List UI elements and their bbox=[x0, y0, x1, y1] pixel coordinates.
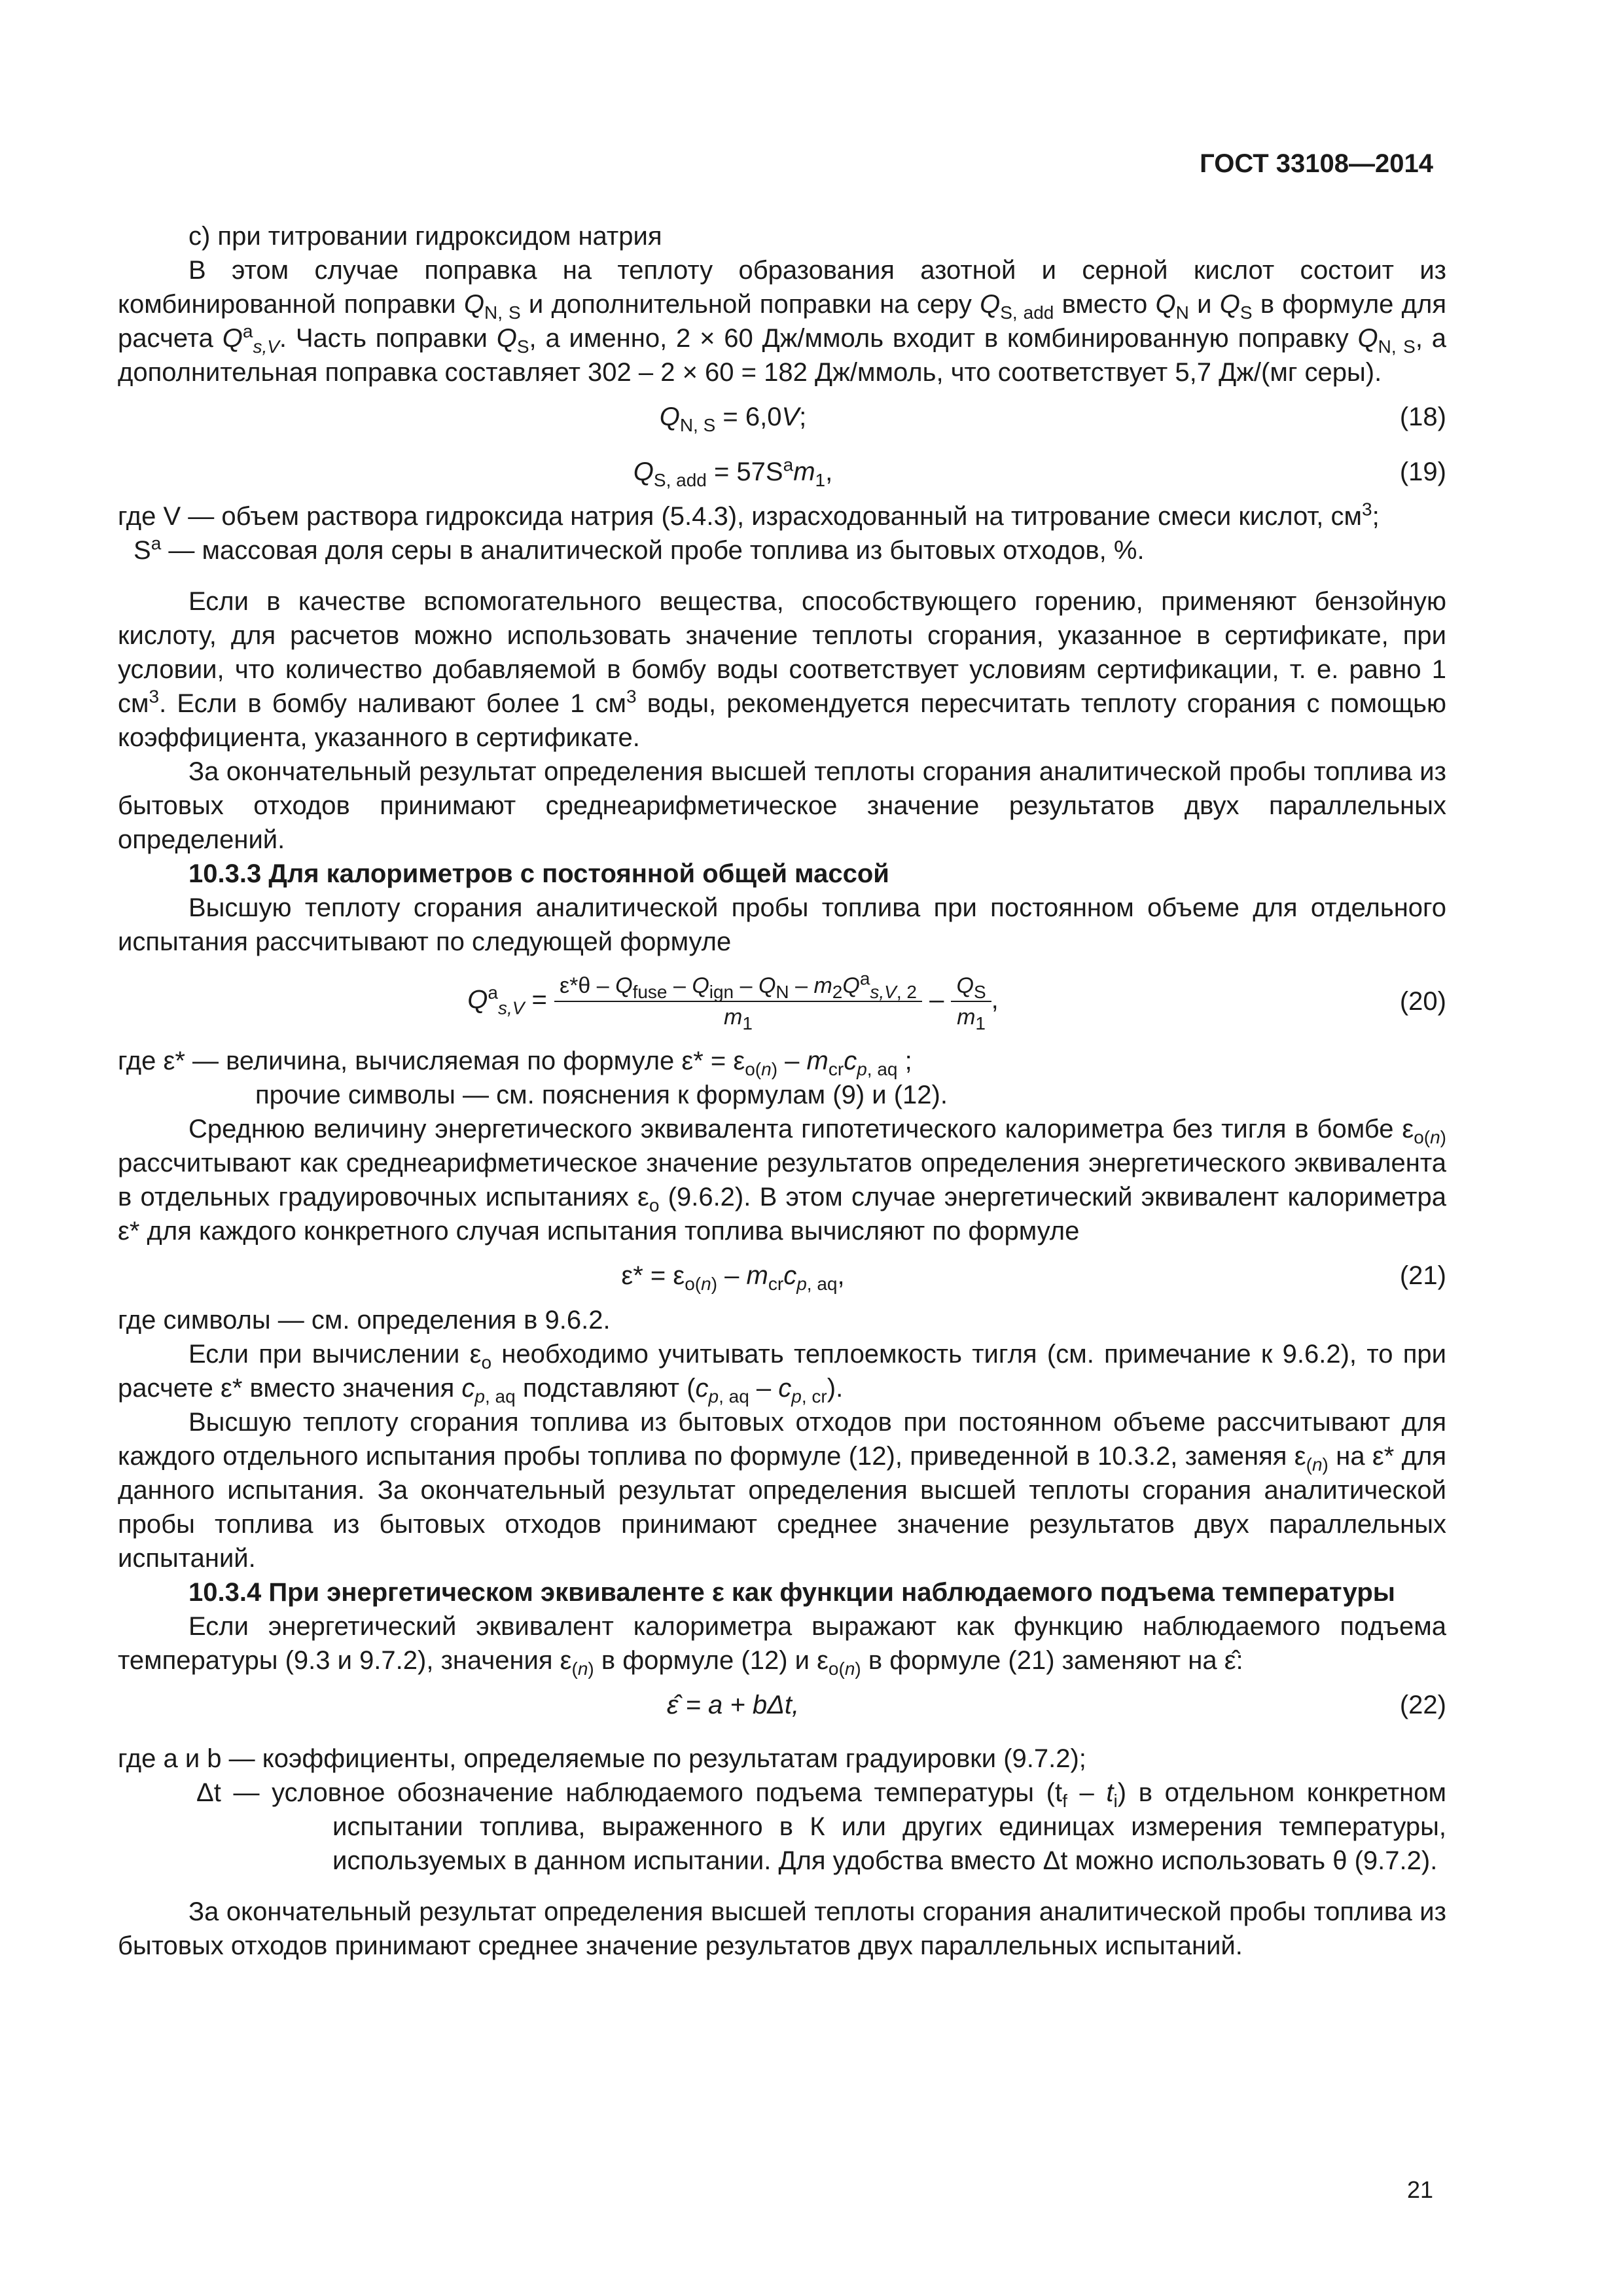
equation-21: $\varepsilon* = \varepsilon_{o(n)} - m_{cr}c_{p, aq}$, (21) bbox=[118, 1248, 1446, 1303]
equation-22: ε̂ = a + bΔt, (22) bbox=[118, 1677, 1446, 1732]
section-heading-10-3-3: 10.3.3 Для калориметров с постоянной общей массой bbox=[188, 859, 889, 888]
paragraph-energy-equivalent: Среднюю величину энергетического эквивалента гипотетического калориметра без тигля в бомбе $\varepsilon_{o(n)}$ рассчитывают как среднеарифметическое значение результатов определения энергетического эквивалента в отдельных градуировочных испытаниях $\varepsilon_o$ (9.6.2). В этом случае энергетический эквивалент калориметра ε* для каждого конкретного случая испытания топлива вычисляют по формуле bbox=[118, 1115, 1446, 1246]
equation-number: (18) bbox=[1399, 403, 1446, 431]
equation-number: (22) bbox=[1399, 1691, 1446, 1719]
page-number: 21 bbox=[1406, 2176, 1433, 2203]
page-content bbox=[118, 219, 1446, 1963]
equation-18: $Q_{N, S} = 6,0V$; (18) bbox=[118, 389, 1446, 444]
paragraph-correction: В этом случае поправка на теплоту образования азотной и серной кислот состоит из комбинированной поправки $Q_{N, S}$ и дополнительной поправки на серу $Q_{S, add}$ вместо $Q_N$ и $Q_S$ в формуле для расчета $Q^a_{s,V}$. Часть поправки $Q_S$, а именно, 2 × 60 Дж/ммоль входит в комбинированную поправку $Q_{N, S}$, а дополнительная поправка составляет 302 – 2 × 60 = 182 Дж/ммоль, что соответствует 5,7 Дж/(мг серы). bbox=[118, 256, 1447, 387]
other-symbols: прочие символы — см. пояснения к формулам (9) и (12). bbox=[255, 1081, 948, 1109]
paragraph-formula-intro: Высшую теплоту сгорания аналитической пробы топлива при постоянном объеме для отдельного испытания рассчитывают по следующей формуле bbox=[118, 893, 1446, 956]
list-item-c: c) при титровании гидроксидом натрия bbox=[188, 222, 662, 251]
paragraph-benzoic: Если в качестве вспомогательного вещества, способствующего горению, применяют бензойную кислоту, для расчетов можно использовать значение теплоты сгорания, указанное в сертификате, при условии, что количество добавляемой в бомбу воды соответствует условиям сертификации, т. е. равно 1 $см^3$. Если в бомбу наливают более 1 $см^3$ воды, рекомендуется пересчитать теплоту сгорания с помощью коэффициента, указанного в сертификате. bbox=[118, 587, 1446, 752]
equation-20: $Q^a_{s,V}$ = $\frac{\varepsilon*\theta - Q_{fuse} - Q_{ign} - Q_N - m_2Q^a_{s,V, 2}}{m_1}$ – $\frac{Q_S}{m_1}$ , (20) bbox=[467, 968, 1446, 1033]
equation-19: $Q_{S, add} = 57S^am_1$, (19) bbox=[633, 454, 1446, 490]
paragraph-result-1: За окончательный результат определения высшей теплоты сгорания аналитической пробы топлива из бытовых отходов принимают среднеарифметическое значение результатов двух параллельных определений. bbox=[118, 757, 1446, 854]
where-V: где V — объем раствора гидроксида натрия (5.4.3), израсходованный на титрование смеси кислот, $см^3$; bbox=[118, 499, 1380, 531]
equation-number: (20) bbox=[1399, 987, 1446, 1016]
paragraph-crucible: Если при вычислении $\varepsilon_o$ необходимо учитывать теплоемкость тигля (см. примечание к 9.6.2), то при расчете ε* вместо значения $c_{p, aq}$ подставляют $(c_{p, aq} - c_{p, cr})$. bbox=[118, 1340, 1446, 1407]
equation-number: (19) bbox=[1399, 457, 1446, 486]
where-ab: где a и b — коэффициенты, определяемые по результатам градуировки (9.7.2); bbox=[118, 1744, 1086, 1773]
where-symbols: где символы — см. определения в 9.6.2. bbox=[118, 1306, 611, 1335]
equation-number: (21) bbox=[1399, 1261, 1446, 1290]
document-header: ГОСТ 33108—2014 bbox=[1200, 149, 1433, 178]
paragraph-final-result: За окончательный результат определения высшей теплоты сгорания аналитической пробы топлива из бытовых отходов принимают среднее значение результатов двух параллельных испытаний. bbox=[118, 1897, 1446, 1960]
section-heading-10-3-4: 10.3.4 При энергетическом эквиваленте ε как функции наблюдаемого подъема температуры bbox=[188, 1578, 1395, 1607]
where-S: $S^a$ — массовая доля серы в аналитической пробе топлива из бытовых отходов, %. bbox=[134, 533, 1145, 565]
where-dt: Δt — условное обозначение наблюдаемого подъема температуры $(t_f - t_i)$ в отдельном конкретном испытании топлива, выраженного в К или других единицах измерения температуры, используемых в данном испытании. Для удобства вместо Δt можно использовать θ (9.7.2). bbox=[196, 1778, 1446, 1875]
paragraph-temperature-rise: Если энергетический эквивалент калориметра выражают как функцию наблюдаемого подъема температуры (9.3 и 9.7.2), значения $\varepsilon_{(n)}$ в формуле (12) и $\varepsilon_{o(n)}$ в формуле (21) заменяют на ε̂: bbox=[118, 1612, 1446, 1679]
paragraph-higher-heat: Высшую теплоту сгорания топлива из бытовых отходов при постоянном объеме рассчитывают для каждого отдельного испытания пробы топлива по формуле (12), приведенной в 10.3.2, заменяя $\varepsilon_{(n)}$ на ε* для данного испытания. За окончательный результат определения высшей теплоты сгорания аналитической пробы топлива из бытовых отходов принимают среднее значение результатов двух параллельных испытаний. bbox=[118, 1408, 1446, 1573]
where-eps: где ε* — величина, вычисляемая по формуле $\varepsilon* = \varepsilon_{o(n)} - m_{cr}c_{p, aq}$ ; bbox=[118, 1047, 912, 1079]
